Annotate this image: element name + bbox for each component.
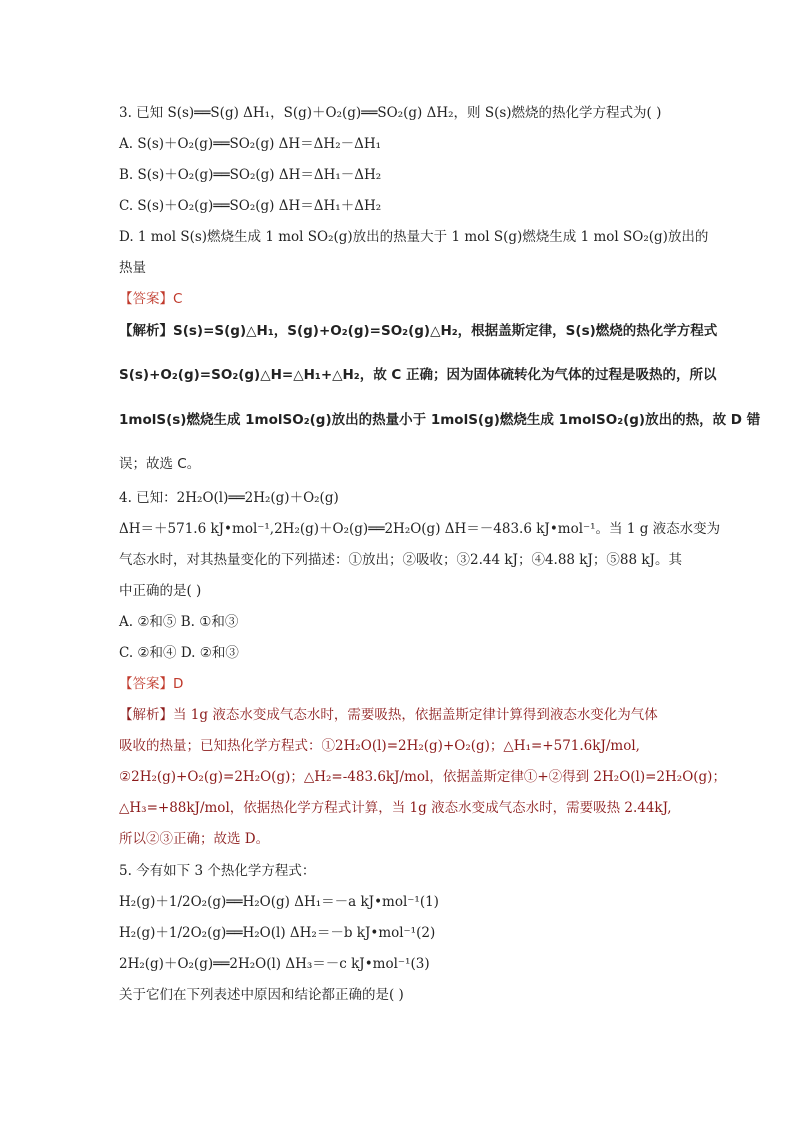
question-5-prompt: 关于它们在下列表述中原因和结论都正确的是( ) [119, 987, 404, 1003]
question-5-equation-1: H₂(g)＋1/2O₂(g)══H₂O(g) ΔH₁＝－a kJ•mol⁻¹(1) [119, 894, 439, 910]
question-3-stem: 3. 已知 S(s)══S(g) ΔH₁，S(g)＋O₂(g)══SO₂(g) ΔH₂，则 S(s)燃烧的热化学方程式为( ) [119, 105, 662, 121]
question-4-options-ab: A. ②和⑤ B. ①和③ [119, 614, 239, 630]
question-3-analysis-1: 【解析】S(s)=S(g)△H₁，S(g)+O₂(g)=SO₂(g)△H₂，根据盖斯定律，S(s)燃烧的热化学方程式 [119, 323, 718, 339]
question-3-option-b: B. S(s)＋O₂(g)══SO₂(g) ΔH＝ΔH₁－ΔH₂ [119, 167, 382, 183]
question-4-analysis-5: 所以②③正确；故选 D。 [119, 831, 270, 847]
question-3-answer: 【答案】C [119, 291, 183, 307]
question-4-options-cd: C. ②和④ D. ②和③ [119, 645, 239, 661]
question-5-stem: 5. 今有如下 3 个热化学方程式： [119, 863, 316, 879]
question-5-equation-2: H₂(g)＋1/2O₂(g)══H₂O(l) ΔH₂＝－b kJ•mol⁻¹(2) [119, 925, 436, 941]
question-5-equation-3: 2H₂(g)＋O₂(g)══2H₂O(l) ΔH₃＝－c kJ•mol⁻¹(3) [119, 956, 430, 972]
question-4-analysis-3: ②2H₂(g)+O₂(g)=2H₂O(g)；△H₂=-483.6kJ/mol，依据盖斯定律①+②得到 2H₂O(l)=2H₂O(g)； [119, 769, 726, 785]
question-3-analysis-2: S(s)+O₂(g)=SO₂(g)△H=△H₁+△H₂，故 C 正确；因为固体硫转化为气体的过程是吸热的，所以 [119, 367, 717, 383]
question-4-analysis-4: △H₃=+88kJ/mol，依据热化学方程式计算，当 1g 液态水变成气态水时，需要吸热 2.44kJ, [119, 800, 672, 816]
question-3-option-d: D. 1 mol S(s)燃烧生成 1 mol SO₂(g)放出的热量大于 1 mol S(g)燃烧生成 1 mol SO₂(g)放出的 [119, 229, 709, 245]
question-3-analysis-4: 误；故选 C。 [119, 456, 201, 472]
question-4-analysis-2: 吸收的热量；已知热化学方程式：①2H₂O(l)=2H₂(g)+O₂(g)；△H₁=+571.6kJ/mol, [119, 738, 640, 754]
question-3-option-d-cont: 热量 [119, 260, 146, 276]
question-3-option-c: C. S(s)＋O₂(g)══SO₂(g) ΔH＝ΔH₁＋ΔH₂ [119, 198, 382, 214]
question-4-analysis-1: 【解析】当 1g 液态水变成气态水时，需要吸热，依据盖斯定律计算得到液态水变化为气体 [119, 707, 658, 723]
question-4-answer: 【答案】D [119, 676, 184, 692]
question-4-stem-4: 中正确的是( ) [119, 583, 202, 599]
question-4-stem-2: ΔH＝＋571.6 kJ•mol⁻¹,2H₂(g)＋O₂(g)══2H₂O(g) ΔH＝－483.6 kJ•mol⁻¹。当 1 g 液态水变为 [119, 521, 721, 537]
question-3-option-a: A. S(s)＋O₂(g)══SO₂(g) ΔH＝ΔH₂－ΔH₁ [119, 136, 382, 152]
question-3-analysis-3: 1molS(s)燃烧生成 1molSO₂(g)放出的热量小于 1molS(g)燃烧生成 1molSO₂(g)放出的热，故 D 错 [119, 412, 761, 428]
question-4-stem: 4. 已知：2H₂O(l)══2H₂(g)＋O₂(g) [119, 490, 339, 506]
question-4-stem-3: 气态水时，对其热量变化的下列描述：①放出；②吸收；③2.44 kJ；④4.88 kJ；⑤88 kJ。其 [119, 552, 682, 568]
